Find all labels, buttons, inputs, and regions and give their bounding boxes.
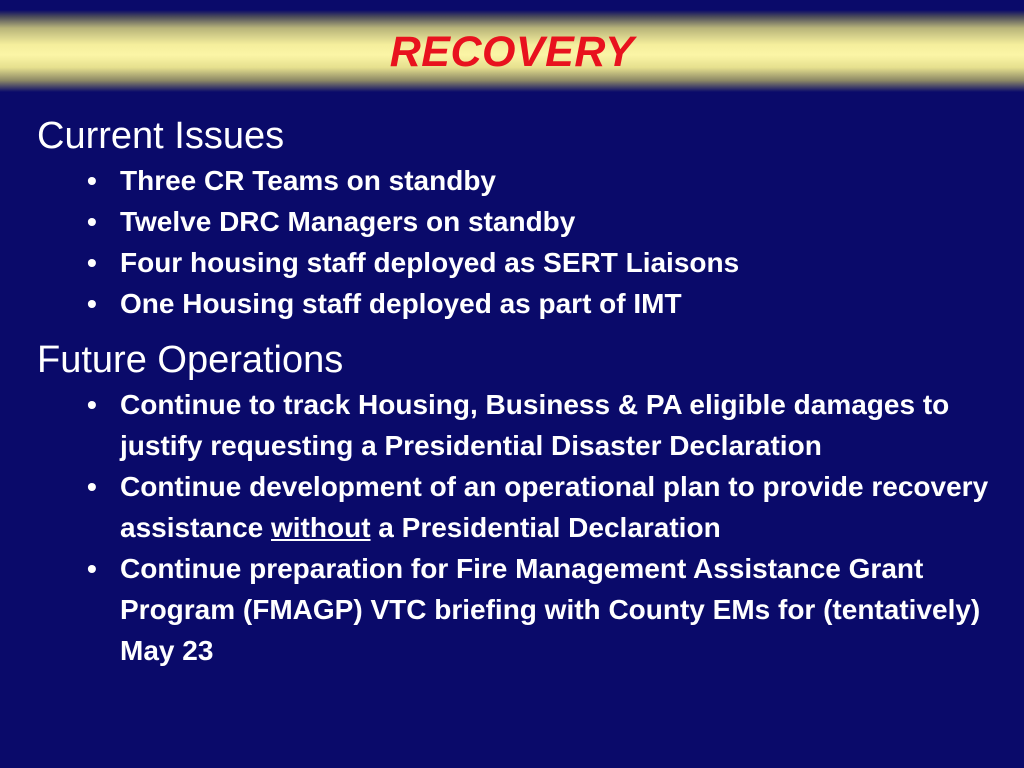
current-issues-list	[37, 160, 1012, 324]
bullet-icon: •	[87, 389, 97, 420]
list-item-text: Three CR Teams on standby	[120, 165, 497, 196]
list-item-text: Continue to track Housing, Business & PA eligible damages to justify requesting a Presidential Disaster Declaration	[120, 389, 950, 461]
list-item-text: Continue preparation for Fire Management Assistance Grant Program (FMAGP) VTC briefing with County EMs for (tentatively) May 23	[120, 553, 981, 666]
list-item	[37, 466, 1012, 548]
list-item	[37, 283, 1012, 324]
slide-title: RECOVERY	[389, 28, 635, 76]
list-item-text-after: a Presidential Declaration	[370, 512, 721, 543]
list-item-text: One Housing staff deployed as part of IMT	[120, 288, 682, 319]
slide-body	[37, 112, 1012, 671]
section-heading-future-operations: Future Operations	[37, 339, 344, 381]
list-item-text: Four housing staff deployed as SERT Liaisons	[120, 247, 740, 278]
bullet-icon: •	[87, 288, 97, 319]
list-item	[37, 201, 1012, 242]
list-item	[37, 242, 1012, 283]
bullet-icon: •	[87, 553, 97, 584]
bullet-icon: •	[87, 206, 97, 237]
list-item	[37, 384, 1012, 466]
list-item	[37, 548, 1012, 671]
bullet-icon: •	[87, 165, 97, 196]
bullet-icon: •	[87, 247, 97, 278]
underlined-word: without	[271, 512, 371, 543]
bullet-icon: •	[87, 471, 97, 502]
section-heading-current-issues: Current Issues	[37, 115, 285, 157]
list-item-text-before: Continue development of an operational plan to provide recovery assistance	[120, 471, 989, 543]
list-item-text: Twelve DRC Managers on standby	[120, 206, 576, 237]
list-item	[37, 160, 1012, 201]
future-operations-list	[37, 384, 1012, 671]
